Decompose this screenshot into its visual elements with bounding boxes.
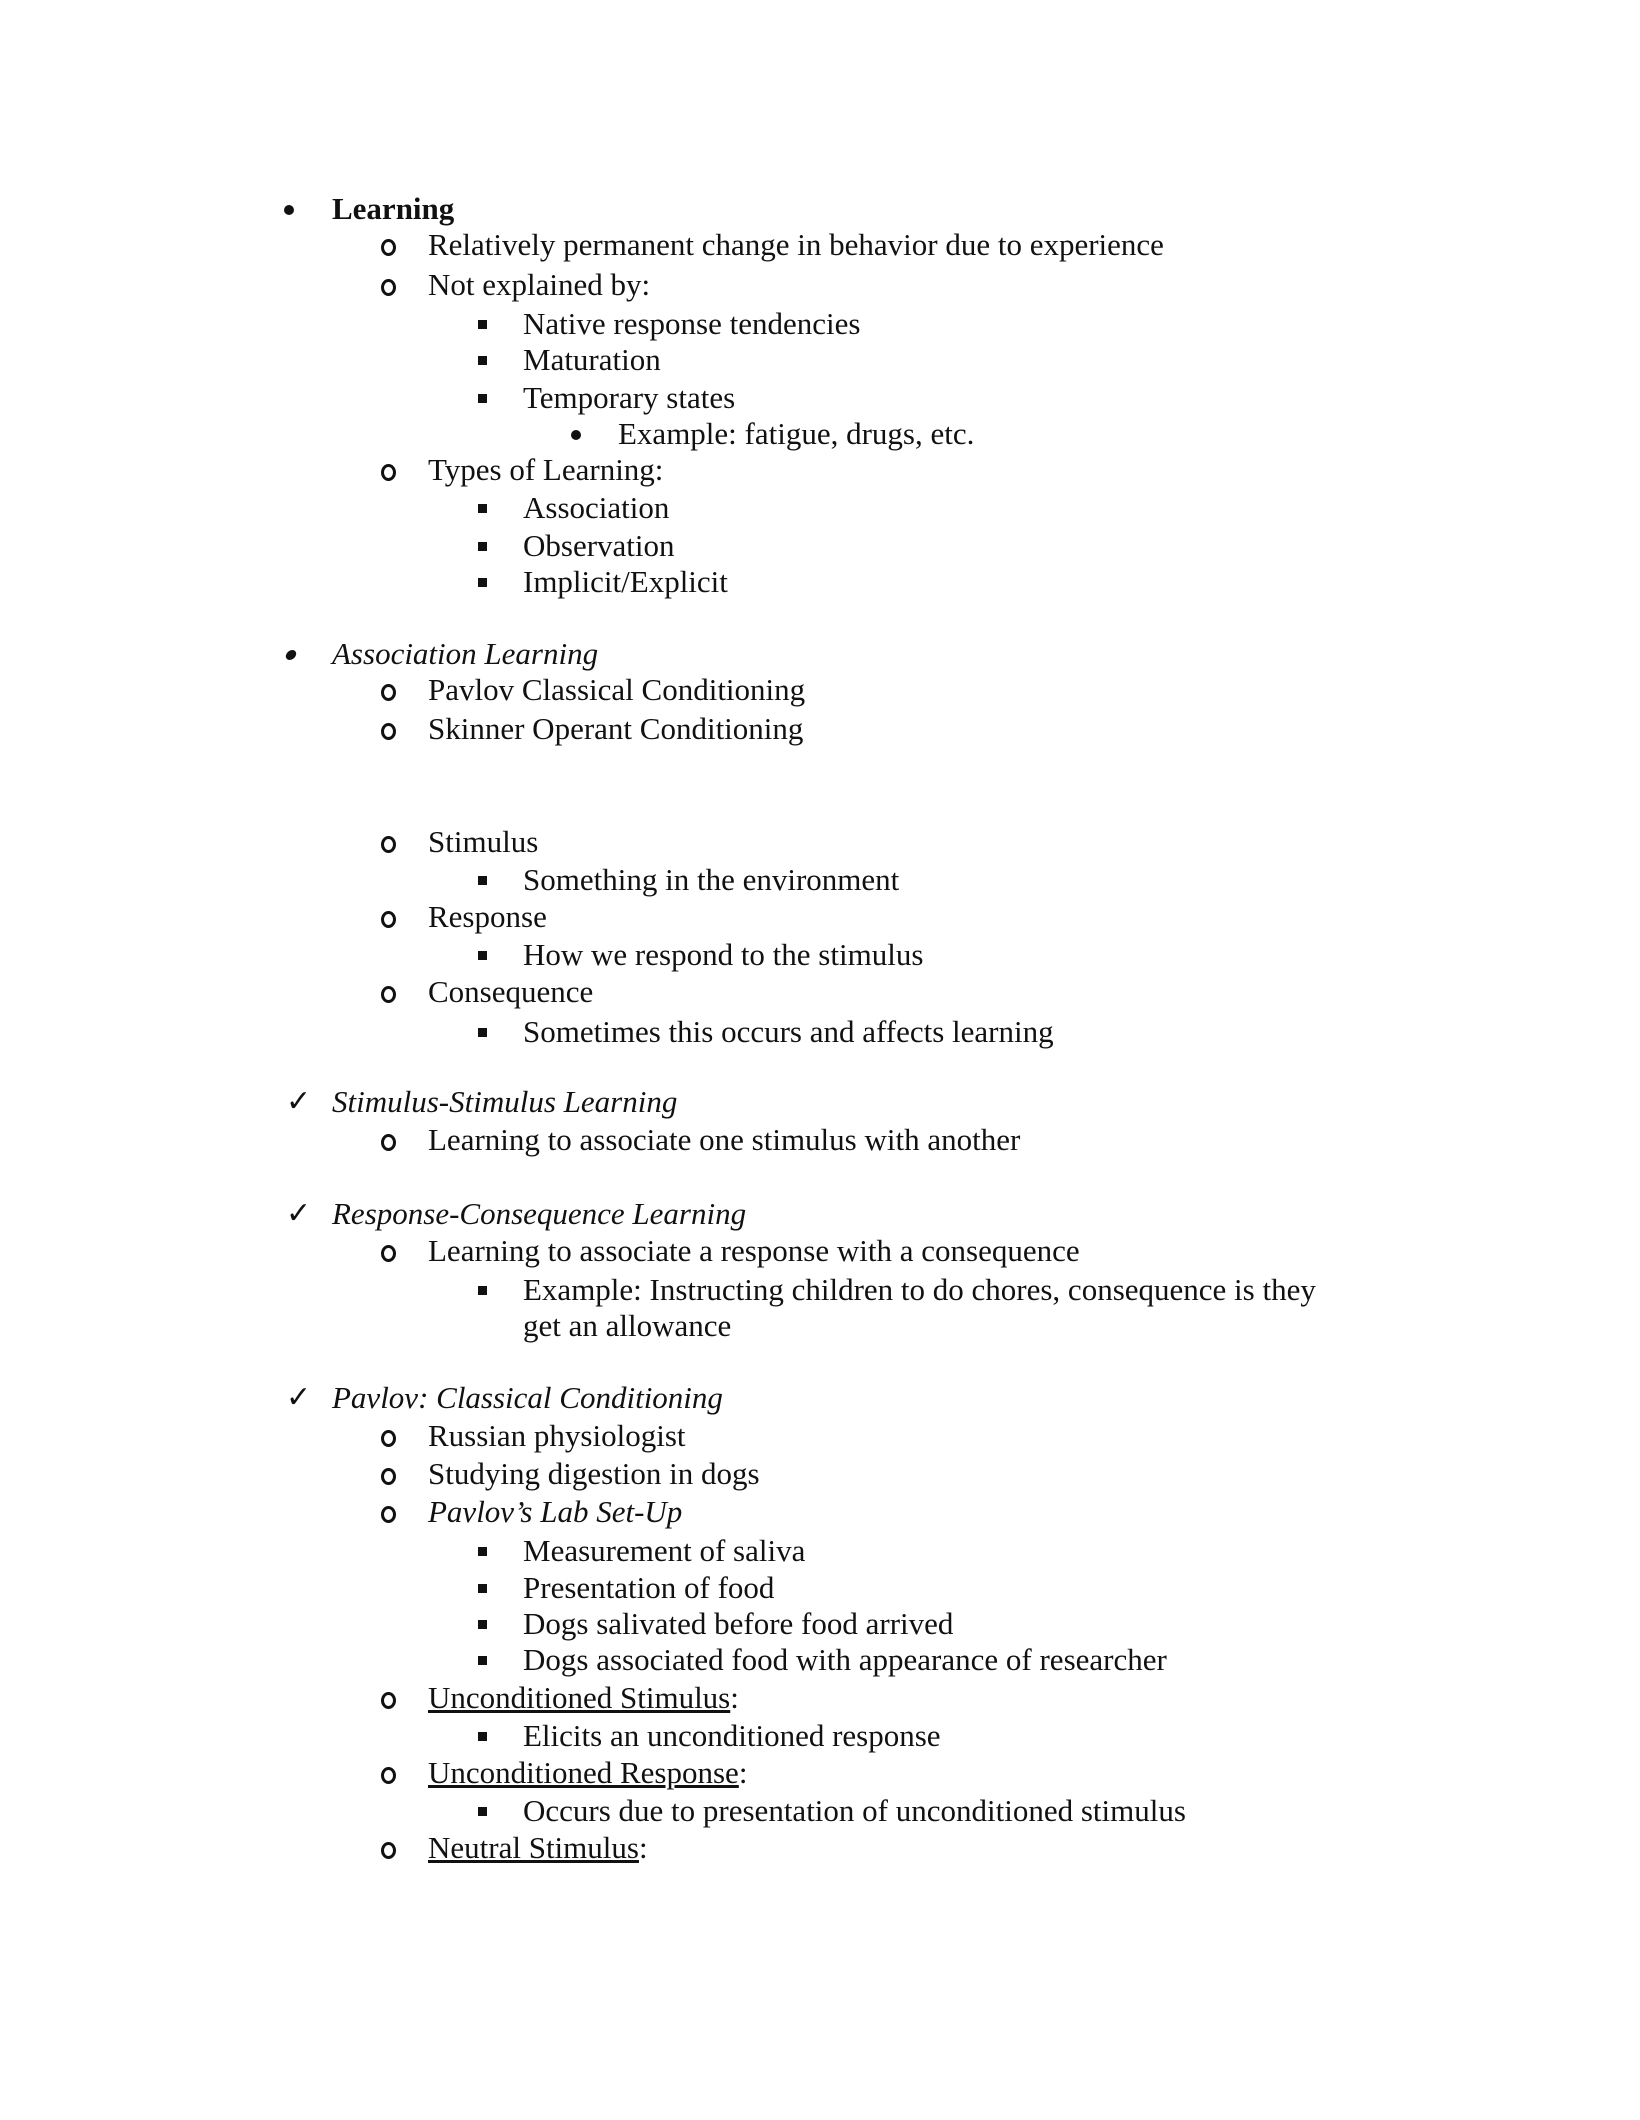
outline-item: Russian physiologist <box>428 1418 686 1453</box>
outline-item <box>428 1830 648 1866</box>
outline-item: Presentation of food <box>523 1570 775 1605</box>
outline-item: Measurement of saliva <box>523 1533 806 1568</box>
outline-item: Association <box>523 490 670 525</box>
outline-item: Dogs salivated before food arrived <box>523 1606 954 1641</box>
outline-heading: Association Learning <box>332 636 599 671</box>
checkmark-icon: ✓ <box>286 1380 312 1415</box>
outline-item: How we respond to the stimulus <box>523 937 924 972</box>
outline-heading: Stimulus-Stimulus Learning <box>332 1084 678 1119</box>
outline-item: Occurs due to presentation of unconditioned stimulus <box>523 1793 1186 1828</box>
outline-item: Pavlov Classical Conditioning <box>428 672 806 707</box>
outline-item: Example: fatigue, drugs, etc. <box>618 416 975 451</box>
term-colon: : <box>738 1755 748 1790</box>
outline-heading: Response-Consequence Learning <box>332 1196 747 1231</box>
term-underlined: Unconditioned Response <box>428 1755 739 1790</box>
outline-heading: Pavlov: Classical Conditioning <box>332 1380 723 1415</box>
outline-heading: Learning <box>332 191 455 226</box>
outline-item <box>428 1755 747 1791</box>
outline-item: Implicit/Explicit <box>523 564 728 599</box>
checkmark-icon: ✓ <box>286 1196 312 1231</box>
outline-item: Pavlov’s Lab Set-Up <box>428 1494 683 1529</box>
outline-item: Learning to associate one stimulus with another <box>428 1122 1021 1157</box>
outline-item: Sometimes this occurs and affects learning <box>523 1014 1054 1049</box>
outline-item: Types of Learning: <box>428 452 664 487</box>
outline-item: Not explained by: <box>428 267 651 302</box>
outline-item: Skinner Operant Conditioning <box>428 711 804 746</box>
outline-item: Something in the environment <box>523 862 900 897</box>
outline-item: Temporary states <box>523 380 736 415</box>
term-colon: : <box>730 1680 739 1715</box>
outline-item: Consequence <box>428 974 594 1009</box>
outline-item-continuation: get an allowance <box>523 1308 732 1343</box>
outline-item: Dogs associated food with appearance of researcher <box>523 1642 1167 1677</box>
outline-item: Native response tendencies <box>523 306 861 341</box>
outline-item: Learning to associate a response with a consequence <box>428 1233 1080 1268</box>
outline-item: Relatively permanent change in behavior due to experience <box>428 227 1164 262</box>
outline-item <box>428 1680 739 1716</box>
term-underlined: Unconditioned Stimulus <box>428 1680 731 1715</box>
outline-item: Studying digestion in dogs <box>428 1456 760 1491</box>
term-underlined: Neutral Stimulus <box>428 1830 639 1865</box>
term-colon: : <box>638 1830 648 1865</box>
checkmark-icon: ✓ <box>286 1084 312 1119</box>
outline-item: Maturation <box>523 342 661 377</box>
outline-item: Observation <box>523 528 675 563</box>
outline-item: Response <box>428 899 547 934</box>
outline-item: Example: Instructing children to do chores, consequence is they <box>523 1272 1316 1307</box>
outline-item: Elicits an unconditioned response <box>523 1718 941 1753</box>
outline-item: Stimulus <box>428 824 539 859</box>
